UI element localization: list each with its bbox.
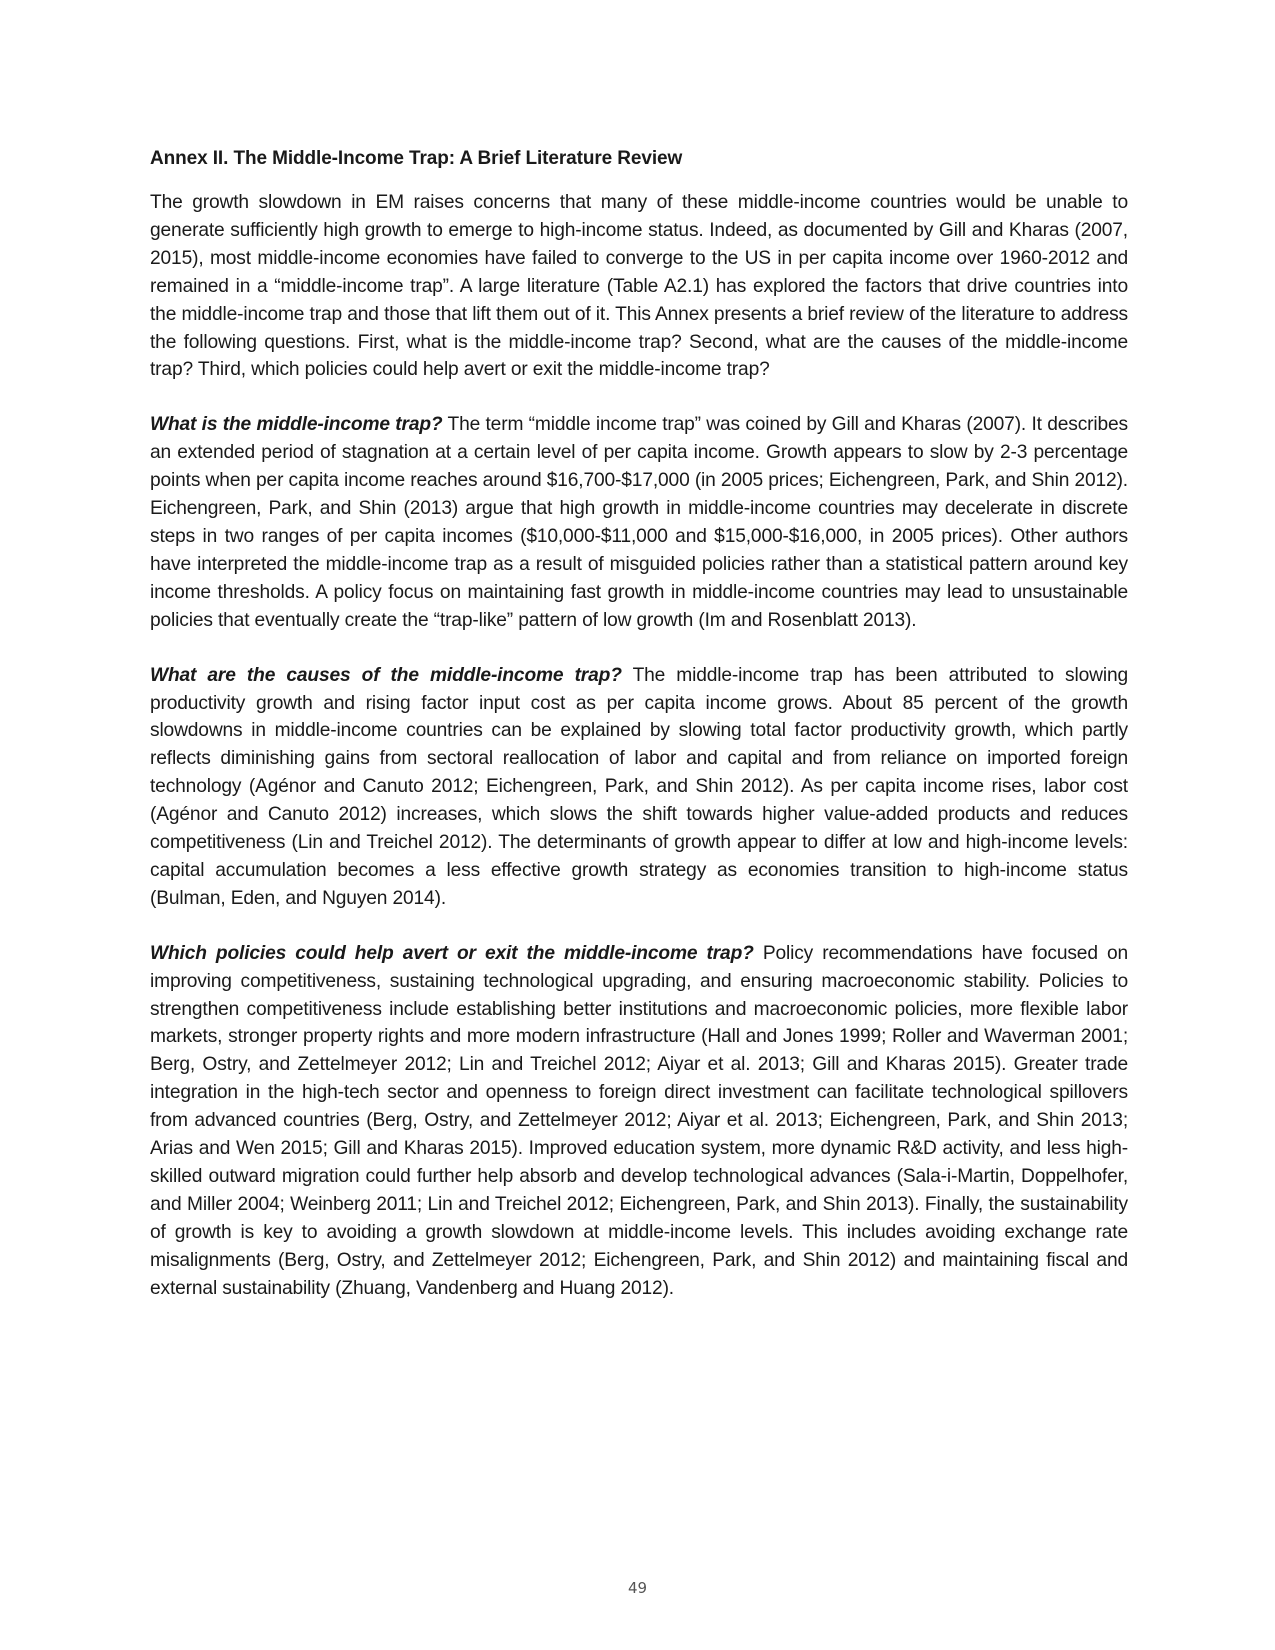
paragraph-policies-body: Policy recommendations have focused on improving competitiveness, sustaining technological upgrading, and ensuring macroeconomic stability. Policies to strengthen competitiveness include establishing better institutions and macroeconomic policies, more flexible labor markets, stronger property rights and more modern infrastructure (Hall and Jones 1999; Roller and Waverman 2001; Berg, Ostry, and Zettelmeyer 2012; Lin and Treichel 2012; Aiyar et al. 2013; Gill and Kharas 2015). Greater trade integration in the high-tech sector and openness to foreign direct investment can facilitate technological spillovers from advanced countries (Berg, Ostry, and Zettelmeyer 2012; Aiyar et al. 2013; Eichengreen, Park, and Shin 2013; Arias and Wen 2015; Gill and Kharas 2015). Improved education system, more dynamic R&D activity, and less high-skilled outward migration could further help absorb and develop technological advances (Sala-i-Martin, Doppelhofer, and Miller 2004; Weinberg 2011; Lin and Treichel 2012; Eichengreen, Park, and Shin 2013). Finally, the sustainability of growth is key to avoiding a growth slowdown at middle-income levels. This includes avoiding exchange rate misalignments (Berg, Ostry, and Zettelmeyer 2012; Eichengreen, Park, and Shin 2012) and maintaining fiscal and external sustainability (Zhuang, Vandenberg and Huang 2012). [150,942,1129,1299]
paragraph-policies [150,940,1128,1303]
paragraph-causes [150,662,1128,913]
paragraph-what-is [150,411,1128,634]
paragraph-what-is-lead: What is the middle-income trap? [150,414,443,436]
paragraph-policies-lead: Which policies could help avert or exit the middle-income trap? [150,942,754,964]
paragraph-causes-body: The middle-income trap has been attributed to slowing productivity growth and rising factor input cost as per capita income grows. About 85 percent of the growth slowdowns in middle-income countries can be explained by slowing total factor productivity growth, which partly reflects diminishing gains from sectoral reallocation of labor and capital and from reliance on imported foreign technology (Agénor and Canuto 2012; Eichengreen, Park, and Shin 2012). As per capita income rises, labor cost (Agénor and Canuto 2012) increases, which slows the shift towards higher value-added products and reduces competitiveness (Lin and Treichel 2012). The determinants of growth appear to differ at low and high-income levels: capital accumulation becomes a less effective growth strategy as economies transition to high-income status (Bulman, Eden, and Nguyen 2014). [150,664,1128,909]
section-heading: Annex II. The Middle-Income Trap: A Brief Literature Review [150,148,683,169]
page-number: 49 [627,1579,648,1597]
paragraph-intro [150,189,1128,384]
paragraph-what-is-body: The term “middle income trap” was coined by Gill and Kharas (2007). It describes an extended period of stagnation at a certain level of per capita income. Growth appears to slow by 2-3 percentage points when per capita income reaches around $16,700-$17,000 (in 2005 prices; Eichengreen, Park, and Shin 2012). Eichengreen, Park, and Shin (2013) argue that high growth in middle-income countries may decelerate in discrete steps in two ranges of per capita incomes ($10,000-$11,000 and $15,000-$16,000, in 2005 prices). Other authors have interpreted the middle-income trap as a result of misguided policies rather than a statistical pattern around key income thresholds. A policy focus on maintaining fast growth in middle-income countries may lead to unsustainable policies that eventually create the “trap-like” pattern of low growth (Im and Rosenblatt 2013). [150,414,1128,631]
paragraph-causes-lead: What are the causes of the middle-income trap? [150,664,622,686]
document-page [150,145,1128,1330]
paragraph-intro-text: The growth slowdown in EM raises concerns that many of these middle-income countries would be unable to generate sufficiently high growth to emerge to high-income status. Indeed, as documented by Gill and Kharas (2007, 2015), most middle-income economies have failed to converge to the US in per capita income over 1960-2012 and remained in a “middle-income trap”. A large literature (Table A2.1) has explored the factors that drive countries into the middle-income trap and those that lift them out of it. This Annex presents a brief review of the literature to address the following questions. First, what is the middle-income trap? Second, what are the causes of the middle-income trap? Third, which policies could help avert or exit the middle-income trap? [150,192,1128,381]
